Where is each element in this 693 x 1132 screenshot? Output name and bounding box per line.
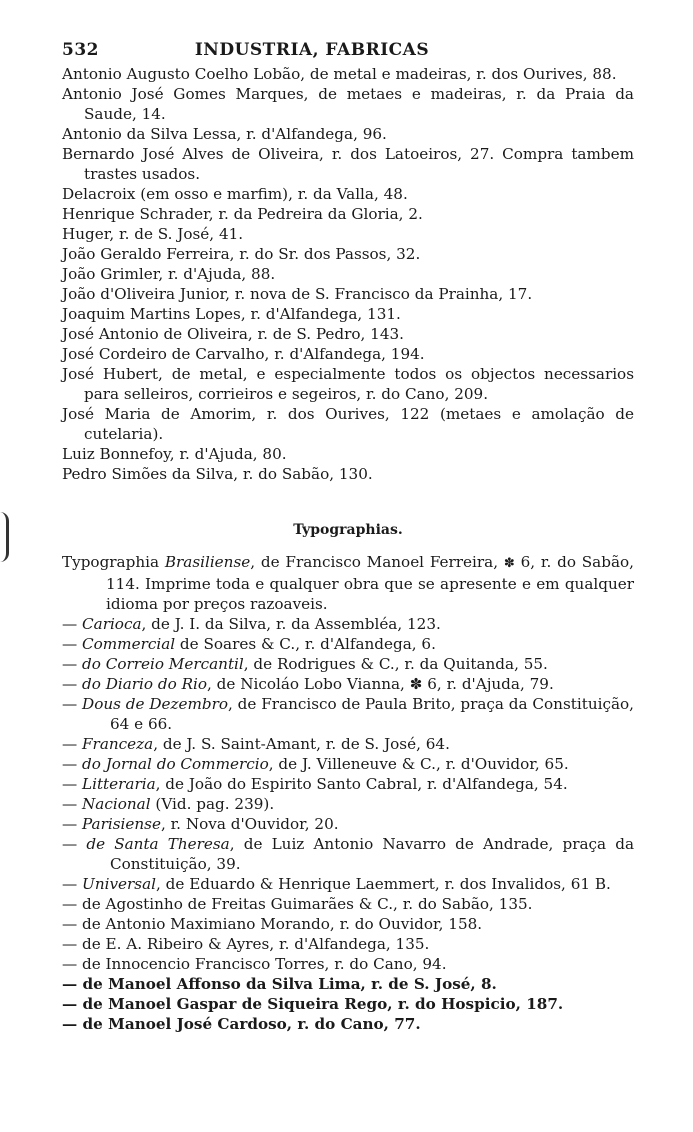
list-item: — de Innocencio Francisco Torres, r. do Cano, 94. [62, 955, 447, 973]
list-item: — Dous de Dezembro, de Francisco de Paula Brito, praça da Constituição, 64 e 66. [62, 695, 634, 733]
list-item: — de Manoel José Cardoso, r. do Cano, 77. [62, 1015, 421, 1033]
list-item: — Commercial de Soares & C., r. d'Alfandega, 6. [62, 635, 436, 653]
page-number: 532 [62, 40, 99, 60]
page [62, 40, 634, 1034]
typo-name: Brasiliense [164, 553, 251, 571]
list-item: José Cordeiro de Carvalho, r. d'Alfandega, 194. [62, 345, 425, 363]
list-item: — Nacional (Vid. pag. 239). [62, 795, 275, 813]
list-item: Joaquim Martins Lopes, r. d'Alfandega, 131. [62, 305, 401, 323]
section-title: Typographias. [293, 522, 403, 538]
list-item: — de Santa Theresa, de Luiz Antonio Navarro de Andrade, praça da Constituição, 39. [62, 835, 635, 873]
typo-first-entry [62, 552, 634, 614]
list-item: Pedro Simões da Silva, r. do Sabão, 130. [62, 465, 373, 483]
list-item: José Maria de Amorim, r. dos Ourives, 122 (metaes e amolação de cutelaria). [62, 405, 634, 443]
list-item: — Franceza, de J. S. Saint-Amant, r. de S. José, 64. [62, 735, 450, 753]
binding-mark [0, 512, 9, 562]
list-item: João Grimler, r. d'Ajuda, 88. [62, 265, 276, 283]
typo-list [62, 614, 634, 1034]
list-item: José Hubert, de metal, e especialmente todos os objectos necessarios para selleiros, corrieiros e segeiros, r. do Cano, 209. [62, 365, 634, 403]
list-item: — do Correio Mercantil, de Rodrigues & C., r. da Quitanda, 55. [62, 655, 548, 673]
list-item: — de Agostinho de Freitas Guimarães & C., r. do Sabão, 135. [62, 895, 533, 913]
list-item: Delacroix (em osso e marfim), r. da Valla, 48. [62, 185, 408, 203]
list-item: — de Antonio Maximiano Morando, r. do Ouvidor, 158. [62, 915, 483, 933]
list-item: Antonio da Silva Lessa, r. d'Alfandega, 96. [62, 125, 387, 143]
list-item: — Parisiense, r. Nova d'Ouvidor, 20. [62, 815, 339, 833]
list-item: João d'Oliveira Junior, r. nova de S. Francisco da Prainha, 17. [62, 285, 533, 303]
list-item: — do Diario do Rio, de Nicoláo Lobo Vianna, ✽ 6, r. d'Ajuda, 79. [62, 675, 554, 693]
list-item: Bernardo José Alves de Oliveira, r. dos Latoeiros, 27. Compra tambem trastes usados. [62, 145, 634, 183]
list-item: — de Manoel Gaspar de Siqueira Rego, r. do Hospicio, 187. [62, 995, 564, 1013]
list-item: Henrique Schrader, r. da Pedreira da Gloria, 2. [62, 205, 423, 223]
list-item: João Geraldo Ferreira, r. do Sr. dos Passos, 32. [62, 245, 421, 263]
list-item: — do Jornal do Commercio, de J. Villeneuve & C., r. d'Ouvidor, 65. [62, 755, 569, 773]
typo-lead: Typographia [62, 553, 165, 571]
list-item: Antonio José Gomes Marques, de metaes e madeiras, r. da Praia da Saude, 14. [62, 85, 634, 123]
list-item: — de E. A. Ribeiro & Ayres, r. d'Alfandega, 135. [62, 935, 430, 953]
list-item: — Carioca, de J. I. da Silva, r. da Assembléa, 123. [62, 615, 441, 633]
star-symbol-icon: ✽ [503, 556, 515, 571]
list-item: José Antonio de Oliveira, r. de S. Pedro, 143. [62, 325, 404, 343]
list-item: Luiz Bonnefoy, r. d'Ajuda, 80. [62, 445, 287, 463]
list-item: Huger, r. de S. José, 41. [62, 225, 244, 243]
typo-rest-a: , de Francisco Manoel Ferreira, [250, 553, 504, 571]
running-title: INDUSTRIA, FABRICAS [194, 40, 430, 60]
list-item: — Universal, de Eduardo & Henrique Laemmert, r. dos Invalidos, 61 B. [62, 875, 611, 893]
entries-list [62, 64, 634, 484]
list-item: Antonio Augusto Coelho Lobão, de metal e madeiras, r. dos Ourives, 88. [62, 65, 617, 83]
list-item: — Litteraria, de João do Espirito Santo Cabral, r. d'Alfandega, 54. [62, 775, 568, 793]
list-item: — de Manoel Affonso da Silva Lima, r. de S. José, 8. [62, 975, 497, 993]
typo-rest-b: 6, r. do Sabão, 114. Imprime toda e qualquer obra que se apresente e em qualquer idioma por preços razoaveis. [106, 553, 634, 613]
page-header [62, 40, 634, 60]
